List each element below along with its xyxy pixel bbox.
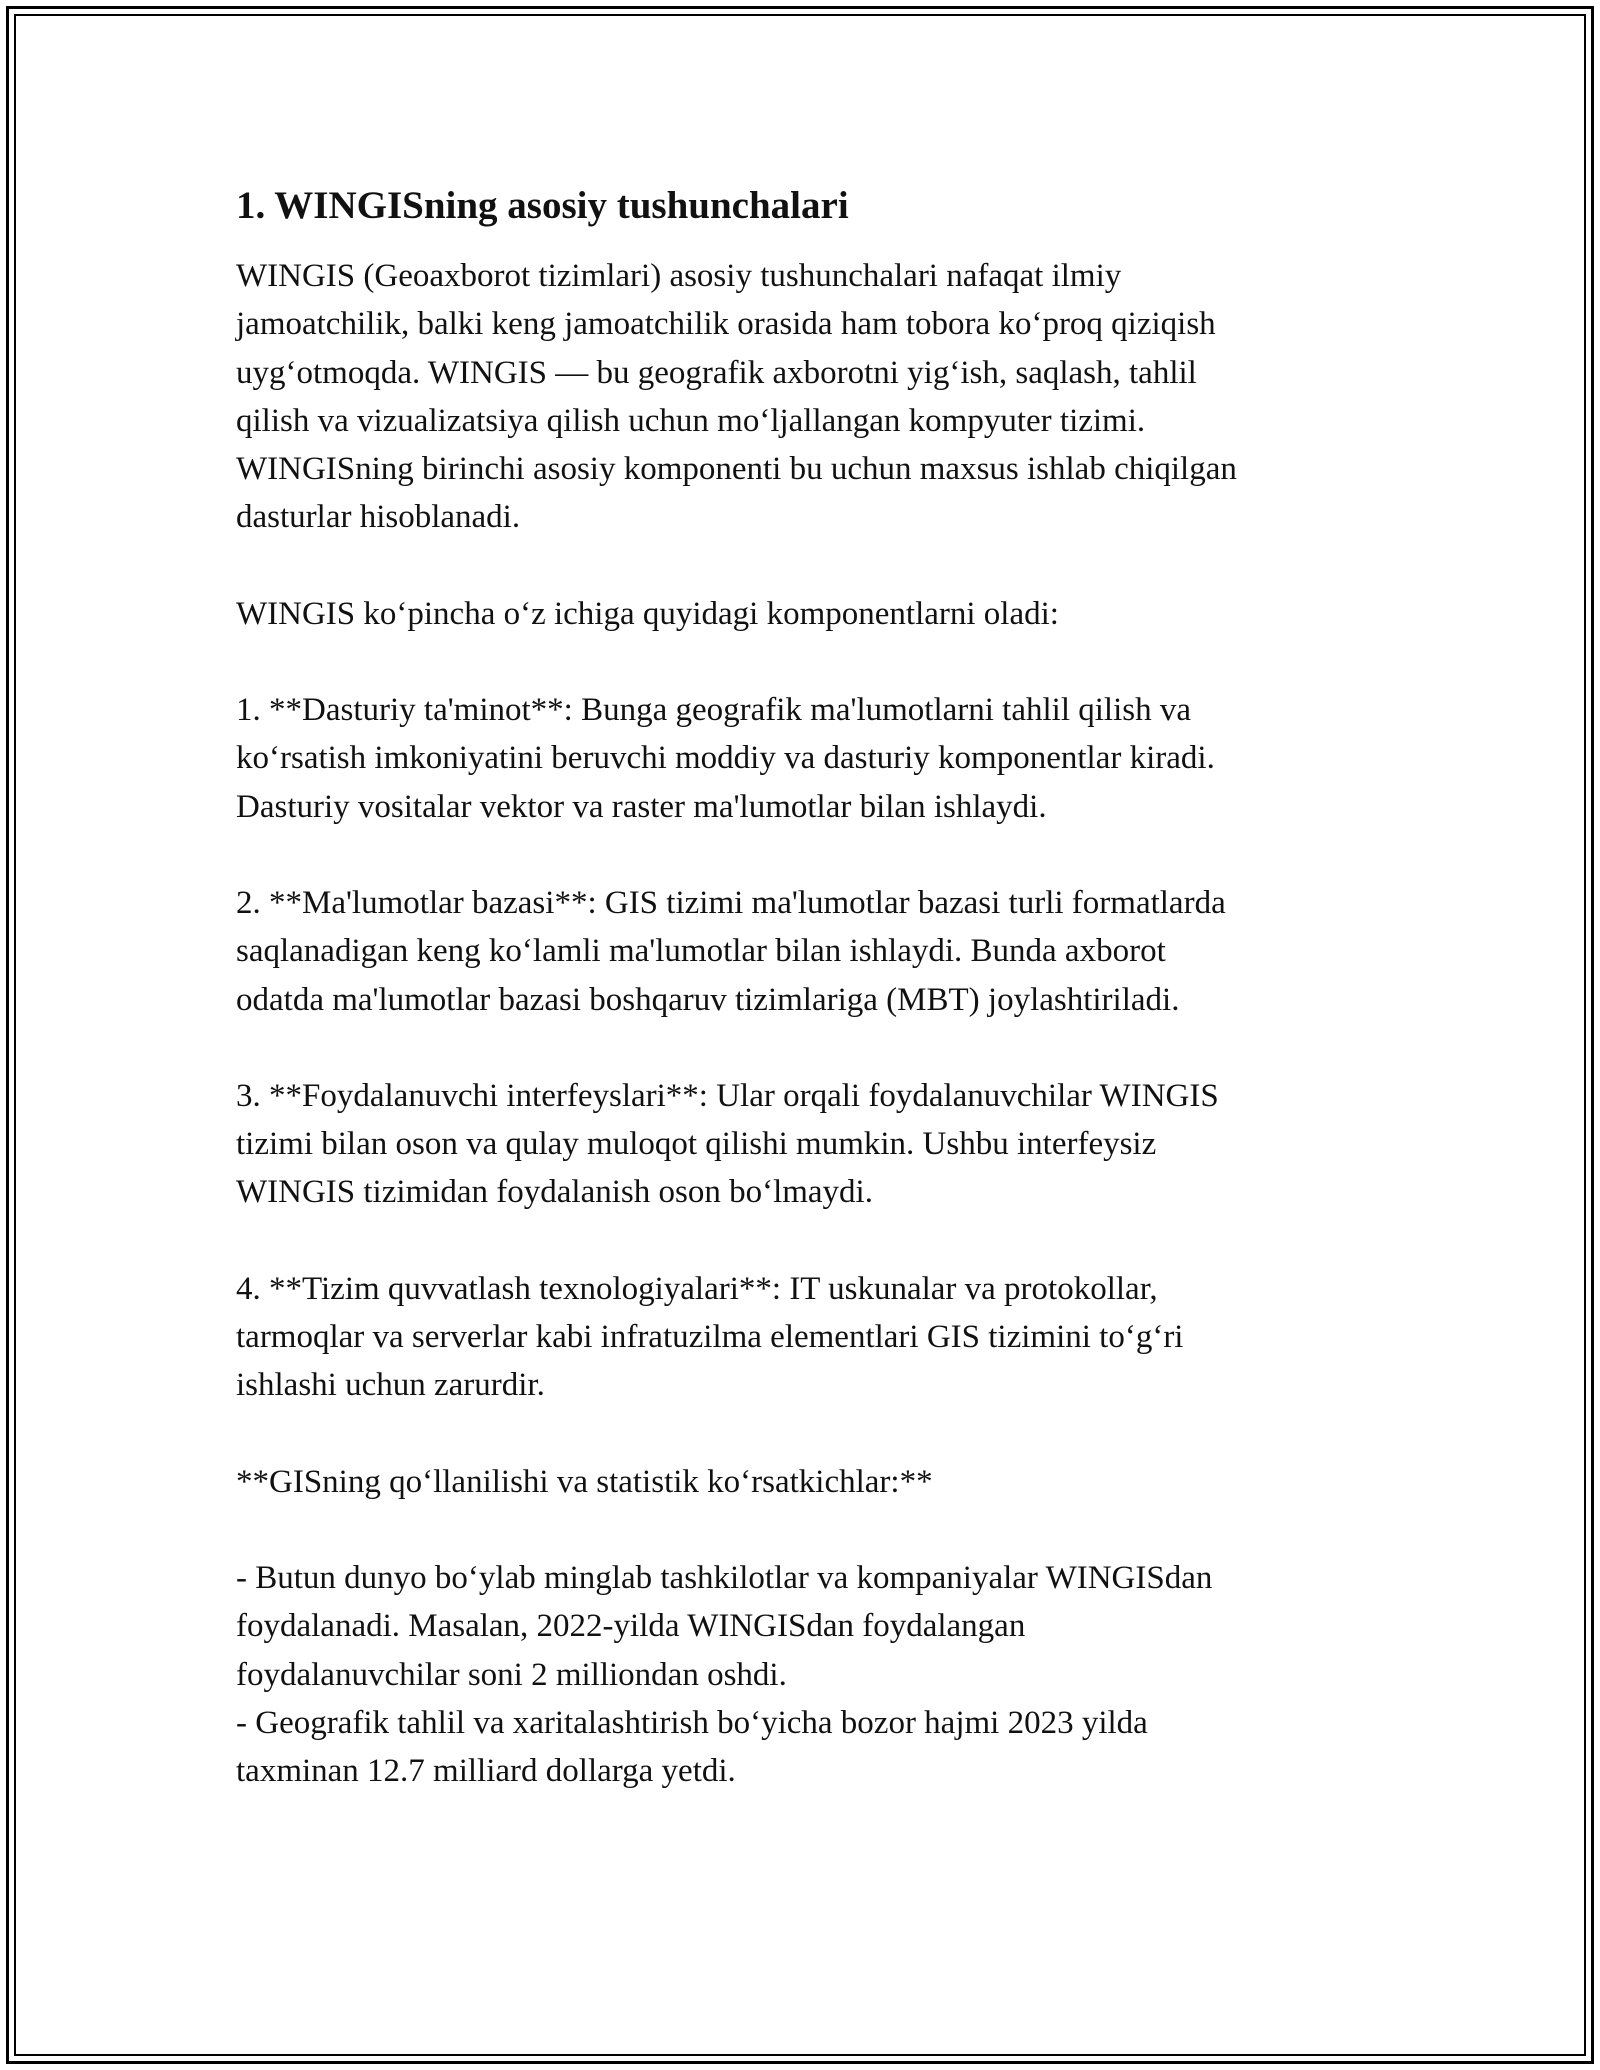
statistics-heading xyxy=(236,1458,1376,1506)
text-line: - Geografik tahlil va xaritalashtirish bo‘yicha bozor hajmi 2023 yilda xyxy=(236,1704,1148,1741)
text-line: uyg‘otmoqda. WINGIS — bu geografik axborotni yig‘ish, saqlash, tahlil xyxy=(236,354,1197,391)
statistics-list xyxy=(236,1554,1376,1795)
text-line: 1. **Dasturiy ta'minot**: Bunga geografik ma'lumotlarni tahlil qilish va xyxy=(236,692,1191,729)
text-line: taxminan 12.7 milliard dollarga yetdi. xyxy=(236,1753,736,1790)
text-line: saqlanadigan keng ko‘lamli ma'lumotlar bilan ishlaydi. Bunda axborot xyxy=(236,933,1166,970)
text-line: 4. **Tizim quvvatlash texnologiyalari**: IT uskunalar va protokollar, xyxy=(236,1270,1158,1307)
text-line: WINGISning birinchi asosiy komponenti bu uchun maxsus ishlab chiqilgan xyxy=(236,451,1237,488)
list-item-software xyxy=(236,686,1376,831)
text-line: WINGIS tizimidan foydalanish oson bo‘lmaydi. xyxy=(236,1174,873,1211)
text-line: qilish va vizualizatsiya qilish uchun mo‘ljallangan kompyuter tizimi. xyxy=(236,402,1146,439)
text-line: 2. **Ma'lumotlar bazasi**: GIS tizimi ma'lumotlar bazasi turli formatlarda xyxy=(236,884,1226,921)
list-item-support-tech xyxy=(236,1265,1376,1410)
list-item-database xyxy=(236,879,1376,1024)
text-line: tarmoqlar va serverlar kabi infratuzilma elementlari GIS tizimini to‘g‘ri xyxy=(236,1319,1184,1356)
text-line: foydalanadi. Masalan, 2022-yilda WINGISdan foydalangan xyxy=(236,1608,1026,1645)
text-line: WINGIS ko‘pincha o‘z ichiga quyidagi komponentlarni oladi: xyxy=(236,595,1059,632)
document-body xyxy=(236,182,1376,1795)
text-line: ishlashi uchun zarurdir. xyxy=(236,1367,545,1404)
text-line: tizimi bilan oson va qulay muloqot qilishi mumkin. Ushbu interfeysiz xyxy=(236,1126,1157,1163)
text-line: dasturlar hisoblanadi. xyxy=(236,499,521,536)
text-line: foydalanuvchilar soni 2 milliondan oshdi. xyxy=(236,1656,787,1693)
text-line: Dasturiy vositalar vektor va raster ma'lumotlar bilan ishlaydi. xyxy=(236,788,1047,825)
text-line: jamoatchilik, balki keng jamoatchilik orasida ham tobora ko‘proq qiziqish xyxy=(236,306,1216,343)
text-line: **GISning qo‘llanilishi va statistik ko‘rsatkichlar:** xyxy=(236,1463,933,1500)
text-line: odatda ma'lumotlar bazasi boshqaruv tizimlariga (MBT) joylashtiriladi. xyxy=(236,981,1180,1018)
text-line: ko‘rsatish imkoniyatini beruvchi moddiy va dasturiy komponentlar kiradi. xyxy=(236,740,1215,777)
text-line: WINGIS (Geoaxborot tizimlari) asosiy tushunchalari nafaqat ilmiy xyxy=(236,258,1122,294)
text-line: 3. **Foydalanuvchi interfeyslari**: Ular orqali foydalanuvchilar WINGIS xyxy=(236,1077,1219,1114)
intro-paragraph xyxy=(236,252,1376,542)
components-intro-paragraph xyxy=(236,590,1376,638)
list-item-interfaces xyxy=(236,1072,1376,1217)
document-title: 1. WINGISning asosiy tushunchalari xyxy=(236,184,849,227)
text-line: - Butun dunyo bo‘ylab minglab tashkilotlar va kompaniyalar WINGISdan xyxy=(236,1559,1213,1596)
